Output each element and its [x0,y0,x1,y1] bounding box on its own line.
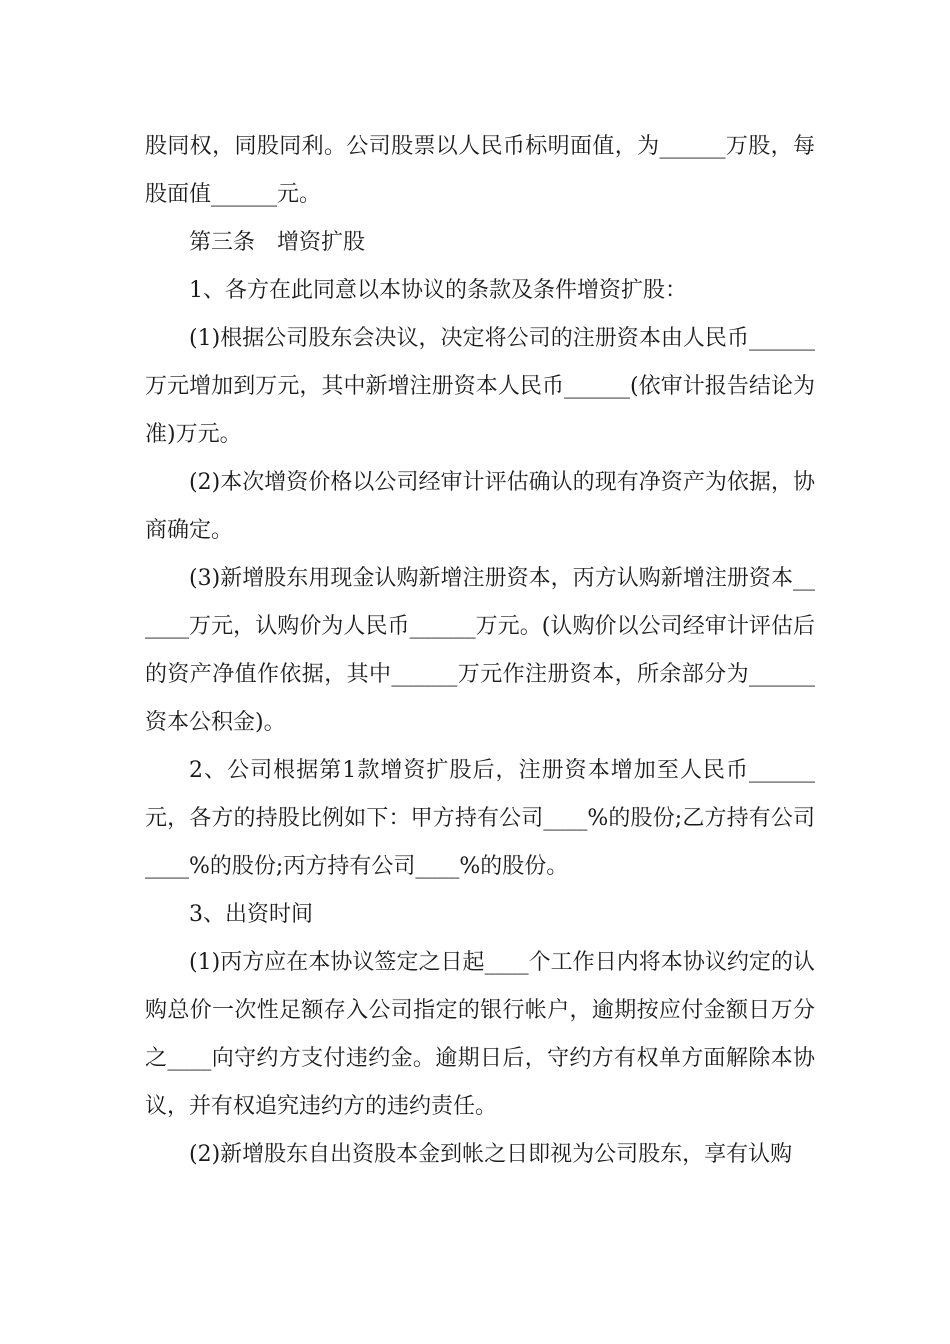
article-heading: 第三条 增资扩股 [189,230,366,255]
paragraph-clause-3: 3、出资时间 [189,902,313,927]
paragraph-continuation: 股同权，同股同利。公司股票以人民币标明面值，为______万股，每股面值______元。 [145,134,815,207]
paragraph-clause-1-2: (2)本次增资价格以公司经审计评估确认的现有净资产为依据，协商确定。 [145,470,815,543]
document-body [145,123,815,1179]
paragraph-clause-2: 2、公司根据第1款增资扩股后，注册资本增加至人民币______元，各方的持股比例如下：甲方持有公司____%的股份;乙方持有公司____%的股份;丙方持有公司____%的股份。 [145,758,815,879]
paragraph-clause-3-2: (2)新增股东自出资股本金到帐之日即视为公司股东，享有认购 [189,1142,793,1167]
paragraph-clause-1: 1、各方在此同意以本协议的条款及条件增资扩股： [189,278,687,303]
paragraph-clause-3-1: (1)丙方应在本协议签定之日起____个工作日内将本协议约定的认购总价一次性足额存入公司指定的银行帐户，逾期按应付金额日万分之____向守约方支付违约金。逾期日后，守约方有权单方面解除本协议，并有权追究违约方的违约责任。 [145,950,815,1119]
paragraph-clause-1-1: (1)根据公司股东会决议，决定将公司的注册资本由人民币______万元增加到万元，其中新增注册资本人民币______(依审计报告结论为准)万元。 [145,326,815,447]
paragraph-clause-1-3: (3)新增股东用现金认购新增注册资本，丙方认购新增注册资本______万元，认购价为人民币______万元。(认购价以公司经审计评估后的资产净值作依据，其中______万元作注册资本，所余部分为______资本公积金)。 [145,566,815,735]
